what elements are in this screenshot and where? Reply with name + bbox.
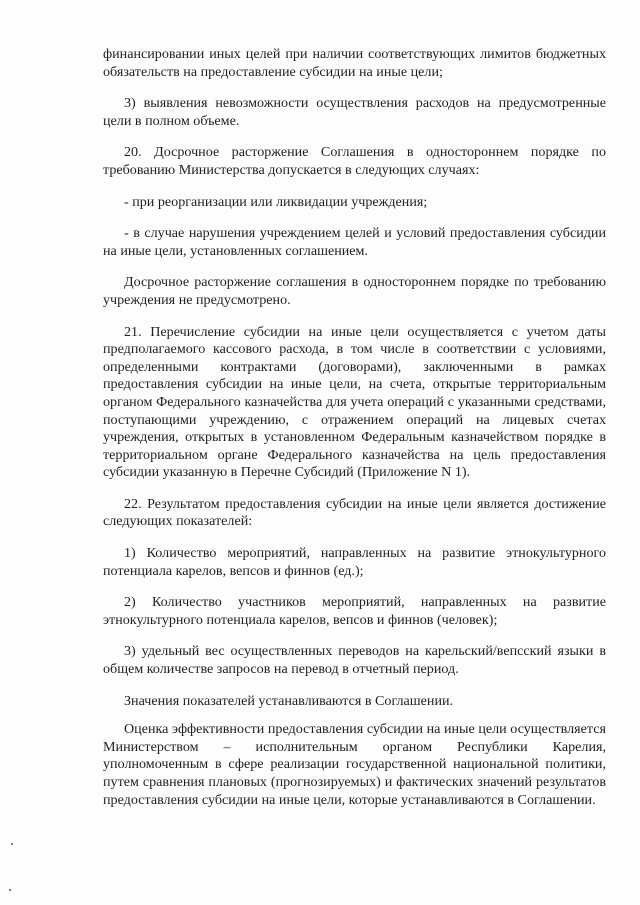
paragraph-indicator-3: 3) удельный вес осуществленных переводов на карельский/вепсский языки в общем количестве запросов на перевод в отчетный период.	[103, 643, 606, 678]
paragraph-item-3: 3) выявления невозможности осуществления расходов на предусмотренные цели в полном объеме.	[103, 95, 606, 129]
paragraph-indicator-2: 2) Количество участников мероприятий, направленных на развитие этнокультурного потенциала карелов, вепсов и финнов (человек);	[103, 594, 606, 628]
paragraph-indicator-values: Значения показателей устанавливаются в Соглашении.	[124, 692, 454, 709]
paragraph-continuation: финансировании иных целей при наличии соответствующих лимитов бюджетных обязательств на предоставление субсидии на иные цели;	[103, 46, 606, 80]
paragraph-indicator-1: 1) Количество мероприятий, направленных на развитие этнокультурного потенциала карелов, вепсов и финнов (ед.);	[103, 545, 606, 579]
paragraph-effectiveness: Оценка эффективности предоставления субсидии на иные цели осуществляется Министерством – исполнительным органом Республики Карелия, уполномоченным в сфере реализации государственной национальной политики, путем сравнения плановых (прогнозируемых) и фактических значений результатов предоставления субсидии на иные цели, которые устанавливаются в Соглашении.	[103, 721, 606, 808]
scan-speck	[11, 843, 13, 845]
paragraph-clause-20: 20. Досрочное расторжение Соглашения в одностороннем порядке по требованию Министерства допускается в следующих случаях:	[103, 144, 606, 178]
paragraph-dash-violation: - в случае нарушения учреждением целей и условий предоставления субсидии на иные цели, установленных соглашением.	[103, 225, 606, 259]
paragraph-clause-21: 21. Перечисление субсидии на иные цели осуществляется с учетом даты предполагаемого кассового расхода, в том числе в соответствии с условиями, определенными контрактами (договорами), заключенными в рамках предоставления субсидии на иные цели, на счета, открытые территориальным органом Федерального казначейства для учета операций с указанными средствами, поступающими учреждению, с отражением операций на лицевых счетах учреждения, открытых в установленном Федеральным казначейством порядке в территориальном органе Федерального казначейства на цель предоставления субсидии указанную в Перечне Субсидий (Приложение N 1).	[103, 323, 606, 481]
scan-speck	[9, 889, 11, 891]
paragraph-clause-22: 22. Результатом предоставления субсидии на иные цели является достижение следующих показателей:	[103, 495, 606, 530]
paragraph-dash-reorganization: - при реорганизации или ликвидации учреждения;	[124, 193, 428, 210]
paragraph-early-termination: Досрочное расторжение соглашения в одностороннем порядке по требованию учреждения не предусмотрено.	[103, 274, 606, 308]
